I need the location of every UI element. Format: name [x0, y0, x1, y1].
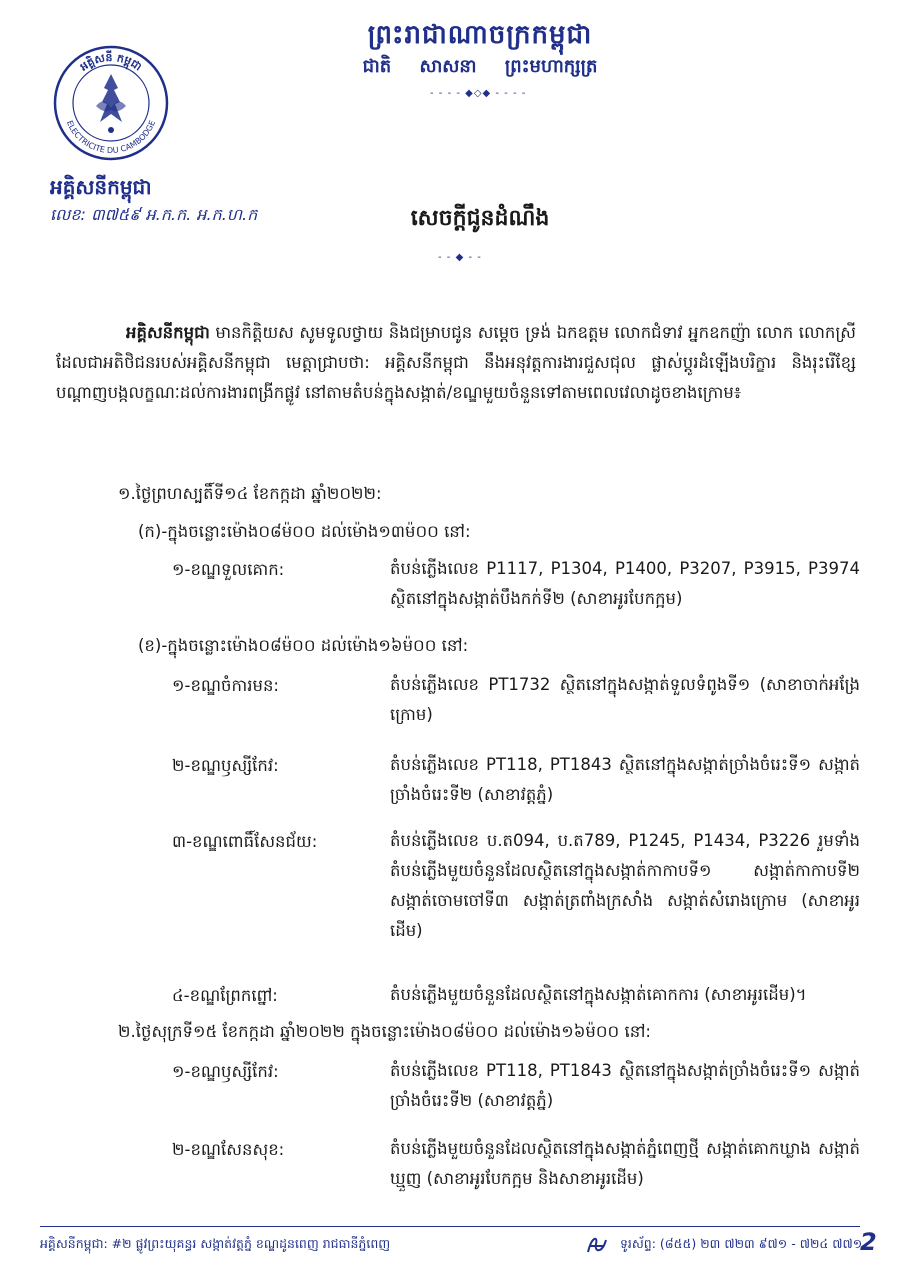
intro-paragraph: [56, 318, 856, 408]
day1-section-a: (ក)-ក្នុងចន្លោះម៉ោង០៨ម៉០០ ដល់ម៉ោង១៣ម៉០០ នៅ:: [138, 522, 471, 541]
day1-b3-location: ៣-ខណ្ឌពោធិ៍សែនជ័យ:: [172, 832, 318, 851]
page-number: 2: [860, 1228, 877, 1256]
edc-seal-logo: [52, 44, 170, 162]
day2-c2-location: ២-ខណ្ឌសែនសុខ:: [172, 1140, 285, 1159]
day1-b4-description: តំបន់ភ្លើងមួយចំនួនដែលស្ថិតនៅក្នុងសង្កាត់គោកការ (សាខាអូរដើម)។: [390, 985, 807, 1004]
day2-c1-location: ១-ខណ្ឌឫស្សីកែវ:: [172, 1062, 279, 1081]
day1-b3-description: តំបន់ភ្លើងលេខ ប.ត094, ប.ត789, P1245, P1434, P3226 រួមទាំងតំបន់ភ្លើងមួយចំនួនដែលស្ថិតនៅក្នុងសង្កាត់កាកាបទី១ សង្កាត់កាកាបទី២ សង្កាត់ចោមចៅទី៣ សង្កាត់ត្រពាំងក្រសាំង សង្កាត់សំរោងក្រោម (សាខាអូរដើម): [390, 831, 860, 940]
intro-lead: អគ្គិសនីកម្ពុជា: [126, 323, 210, 342]
kingdom-title: ព្រះរាជាណាចក្រកម្ពុជា: [367, 20, 593, 50]
footer-divider: [40, 1226, 860, 1227]
day1-b2-description: តំបន់ភ្លើងលេខ PT118, PT1843 ស្ថិតនៅក្នុងសង្កាត់ច្រាំងចំរេះទី១ សង្កាត់ច្រាំងចំរេះទី២ (សាខាវត្តភ្នំ): [390, 755, 860, 804]
day1-b1-description: តំបន់ភ្លើងលេខ PT1732 ស្ថិតនៅក្នុងសង្កាត់ទួលទំពូងទី១ (សាខាចាក់អង្រែក្រោម): [390, 675, 860, 724]
intro-text: មានកិត្តិយស សូមទូលថ្វាយ និងជម្រាបជូន សម្តេច ទ្រង់ ឯកឧត្តម លោកជំទាវ អ្នកឧកញ៉ា លោក លោកស្រី ដែលជាអតិថិជនរបស់អគ្គិសនីកម្ពុជា មេត្តាជ្រាបថា: អគ្គិសនីកម្ពុជា នឹងអនុវត្តការងារជួសជុល ផ្លាស់ប្តូរដំឡើងបរិក្ខារ និងរុះរើខ្សែបណ្តាញបង្កលក្ខណៈដល់ការងារពង្រីកផ្លូវ នៅតាមតំបន់ក្នុងសង្កាត់/ខណ្ឌមួយចំនួនទៅតាមពេលវេលាដូចខាងក្រោម៖: [56, 323, 856, 402]
seal-text-bottom: ELECTRICITE DU CAMBODGE: [64, 119, 158, 156]
day1-b4-location: ៤-ខណ្ឌព្រែកព្នៅ:: [172, 986, 278, 1005]
day2-c2-description: តំបន់ភ្លើងមួយចំនួនដែលស្ថិតនៅក្នុងសង្កាត់ភ្នំពេញថ្មី សង្កាត់គោកឃ្លាង សង្កាត់ឃ្មួញ (សាខាអូរបែកក្អម និងសាខាអូរដើម): [390, 1139, 860, 1188]
day2-heading: ២.ថ្ងៃសុក្រទី១៥ ខែកក្កដា ឆ្នាំ២០២២ ក្នុងចន្លោះម៉ោង០៨ម៉០០ ដល់ម៉ោង១៦ម៉០០ នៅ:: [118, 1022, 651, 1041]
day1-b1-location: ១-ខណ្ឌចំការមន:: [172, 676, 279, 695]
seal-text-top: អគ្គិសនី កម្ពុជា: [77, 50, 145, 74]
day1-section-b: (ខ)-ក្នុងចន្លោះម៉ោង០៨ម៉០០ ដល់ម៉ោង១៦ម៉០០ នៅ:: [138, 636, 469, 655]
signature-initial-icon: [584, 1232, 610, 1258]
organization-name: អគ្គិសនីកម្ពុជា: [50, 175, 152, 199]
title-divider: - - ◆ - -: [438, 252, 482, 263]
national-motto: ជាតិ សាសនា ព្រះមហាក្សត្រ: [362, 56, 598, 77]
day1-b2-location: ២-ខណ្ឌឫស្សីកែវ:: [172, 756, 279, 775]
day2-c1-description: តំបន់ភ្លើងលេខ PT118, PT1843 ស្ថិតនៅក្នុងសង្កាត់ច្រាំងចំរេះទី១ សង្កាត់ច្រាំងចំរេះទី២ (សាខាវត្តភ្នំ): [390, 1061, 860, 1110]
day1-a1-description: តំបន់ភ្លើងលេខ P1117, P1304, P1400, P3207, P3915, P3974 ស្ថិតនៅក្នុងសង្កាត់បឹងកក់ទី២ (សាខាអូរបែកក្អម): [390, 559, 860, 608]
day1-a1-location: ១-ខណ្ឌទួលគោក:: [172, 560, 285, 579]
footer-address: អគ្គិសនីកម្ពុជា: #២ ផ្លូវព្រះយុគន្ធរ សង្កាត់វត្តភ្នំ ខណ្ឌដូនពេញ រាជធានីភ្នំពេញ: [40, 1236, 391, 1251]
footer-phone: ទូរស័ព្ទ: (៨៥៥) ២៣ ៧២៣ ៩៧១ - ៧២៤ ៧៧១: [620, 1236, 863, 1251]
reference-number: លេខ: ៣៧៥៩ អ.ក.ក. អ.ក.ហ.ក: [50, 205, 258, 224]
document-title: សេចក្តីជូនដំណឹង: [410, 206, 550, 231]
day1-heading: ១.ថ្ងៃព្រហស្បតិ៍ទី១៤ ខែកក្កដា ឆ្នាំ២០២២:: [118, 484, 382, 503]
divider-ornament: - - - - ◆◇◆ - - - -: [430, 88, 527, 99]
